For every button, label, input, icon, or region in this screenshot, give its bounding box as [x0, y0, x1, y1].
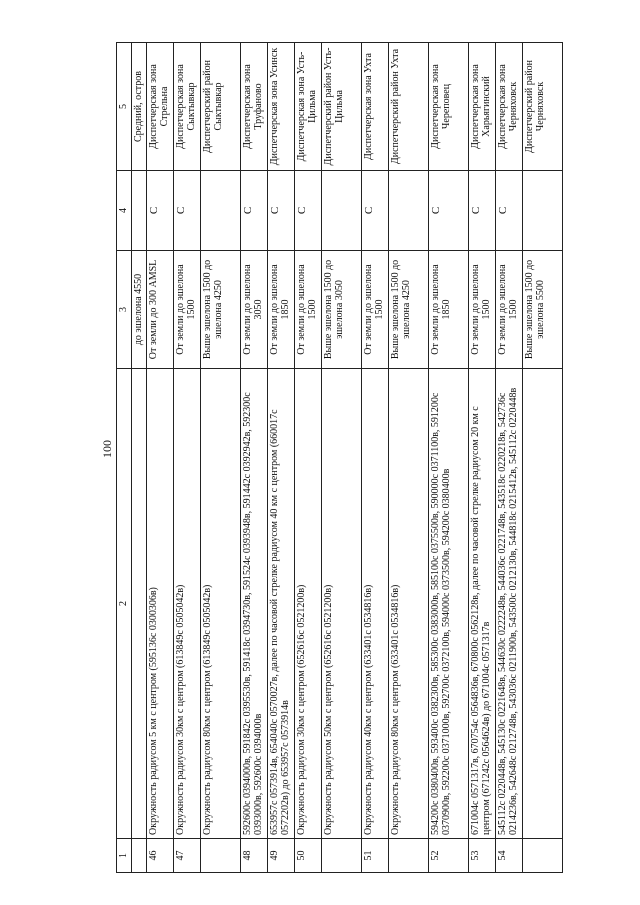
row-description: Окружность радиусом 80км с центром (613849с 0505042в)	[200, 369, 240, 839]
header-row	[117, 43, 132, 873]
row-description: Окружность радиусом 80км с центром (633401с 0534816в)	[388, 369, 428, 839]
header-col-1: 1	[117, 839, 132, 873]
row-number	[200, 839, 240, 873]
row-description: 594200с 0380400в, 593400с 0382300в, 585300с 0383000в, 585100с 0375500в, 590000с 0371100в, 591200с 0370900в, 592200с 0371000в, 592700с 0372100в, 594000с 0373500в, 594200с 0380400в	[428, 369, 468, 839]
row-altitude: От земли до эшелона 1500	[495, 251, 522, 369]
row-class: С	[240, 171, 267, 251]
row-description: Окружность радиусом 50км с центром (652616с 0521200в)	[321, 369, 361, 839]
row-number: 53	[468, 839, 495, 873]
row-number: 51	[361, 839, 388, 873]
table-row	[131, 43, 146, 873]
row-class: С	[267, 171, 294, 251]
table-row	[200, 43, 240, 873]
row-altitude: Выше эшелона 1500 до эшелона 3050	[321, 251, 361, 369]
row-description: 592600с 0394000в, 591842с 0395530в, 591418с 0394730в, 591524с 0393948в, 591442с 0392942в, 592300с 0393000в, 592600с 0394000в	[240, 369, 267, 839]
table-row	[267, 43, 294, 873]
row-description: 545112с 0220448в, 545130с 0221648в, 544630с 0222248в, 544036с 0221748в, 543518с 0220218в, 542736с 0214236в, 542648с 0212748в, 543036с 0211900в, 543500с 0212130в, 544818с 0215412в, 545112с 0220448в	[495, 369, 522, 839]
row-description: Окружность радиусом 30км с центром (652616с 0521200в)	[294, 369, 321, 839]
row-altitude: От земли до эшелона 1500	[173, 251, 200, 369]
row-description	[522, 369, 562, 839]
table-row	[294, 43, 321, 873]
table-row	[428, 43, 468, 873]
row-number: 46	[146, 839, 173, 873]
row-altitude: От земли до 300 AMSL	[146, 251, 173, 369]
table-row	[321, 43, 361, 873]
table-row	[173, 43, 200, 873]
row-class	[522, 171, 562, 251]
row-class	[131, 171, 146, 251]
row-zone: Диспетчерская зона Черняховск	[495, 43, 522, 171]
row-zone: Диспетчерская зона Харьягинский	[468, 43, 495, 171]
header-col-5: 5	[117, 43, 132, 171]
row-number	[522, 839, 562, 873]
row-number	[321, 839, 361, 873]
row-class: С	[294, 171, 321, 251]
row-number: 50	[294, 839, 321, 873]
row-zone: Диспетчерский район Ухта	[388, 43, 428, 171]
table-row	[146, 43, 173, 873]
row-class: С	[173, 171, 200, 251]
row-description: Окружность радиусом 30км с центром (613849с 0505042в)	[173, 369, 200, 839]
row-zone: Диспетчерская зона Ухта	[361, 43, 388, 171]
row-class	[321, 171, 361, 251]
row-zone: Диспетчерская зона Усть-Цильма	[294, 43, 321, 171]
rotated-page	[88, 43, 608, 873]
row-zone: Диспетчерский район Усть-Цильма	[321, 43, 361, 171]
row-number: 54	[495, 839, 522, 873]
table-row	[388, 43, 428, 873]
row-description: 653957с 0573914в, 654040с 0570027в, далее по часовой стрелке радиусом 40 км с центром (660017с 0572202в) до 653957с 0573914в	[267, 369, 294, 839]
table-row	[468, 43, 495, 873]
page-number: 100	[100, 440, 114, 458]
row-zone: Диспетчерский район Черняховск	[522, 43, 562, 171]
row-zone: Диспетчерская зона Стрельна	[146, 43, 173, 171]
row-class	[388, 171, 428, 251]
row-description: Окружность радиусом 5 км с центром (595136с 0300306в)	[146, 369, 173, 839]
row-altitude: От земли до эшелона 1500	[468, 251, 495, 369]
row-class	[200, 171, 240, 251]
row-class: С	[468, 171, 495, 251]
row-class: С	[361, 171, 388, 251]
row-zone: Диспетчерская зона Сыктывкар	[173, 43, 200, 171]
row-class: С	[495, 171, 522, 251]
row-number: 52	[428, 839, 468, 873]
row-altitude: От земли до эшелона 1850	[428, 251, 468, 369]
row-number: 47	[173, 839, 200, 873]
row-altitude: От земли до эшелона 3050	[240, 251, 267, 369]
row-altitude: Выше эшелона 1500 до эшелона 4250	[200, 251, 240, 369]
row-class: С	[428, 171, 468, 251]
row-altitude: Выше эшелона 1500 до эшелона 4250	[388, 251, 428, 369]
row-altitude: От земли до эшелона 1500	[361, 251, 388, 369]
row-zone: Диспетчерская зона Череповец	[428, 43, 468, 171]
table-row	[240, 43, 267, 873]
header-col-4: 4	[117, 171, 132, 251]
table-row	[495, 43, 522, 873]
row-zone: Диспетчерский район Сыктывкар	[200, 43, 240, 171]
row-altitude: до эшелона 4550	[131, 251, 146, 369]
airspace-table	[116, 42, 563, 873]
row-description: 671004с 0571317в, 670754с 0564836в, 670800с 0562128в, далее по часовой стрелке радиусом 20 км с центром (671242с 0564624в) до 671004с 0571317в	[468, 369, 495, 839]
row-number	[131, 839, 146, 873]
row-altitude: Выше эшелона 1500 до эшелона 5500	[522, 251, 562, 369]
row-altitude: От земли до эшелона 1500	[294, 251, 321, 369]
row-number	[388, 839, 428, 873]
row-class: С	[146, 171, 173, 251]
table-row	[522, 43, 562, 873]
row-altitude: От земли до эшелона 1850	[267, 251, 294, 369]
row-number: 49	[267, 839, 294, 873]
table-row	[361, 43, 388, 873]
header-col-3: 3	[117, 251, 132, 369]
row-number: 48	[240, 839, 267, 873]
row-zone: Диспетчерская зона Труфаново	[240, 43, 267, 171]
row-zone: Диспетчерская зона Усинск	[267, 43, 294, 171]
header-col-2: 2	[117, 369, 132, 839]
row-description	[131, 369, 146, 839]
row-description: Окружность радиусом 40км с центром (633401с 0534816в)	[361, 369, 388, 839]
row-zone: Средний, остров	[131, 43, 146, 171]
